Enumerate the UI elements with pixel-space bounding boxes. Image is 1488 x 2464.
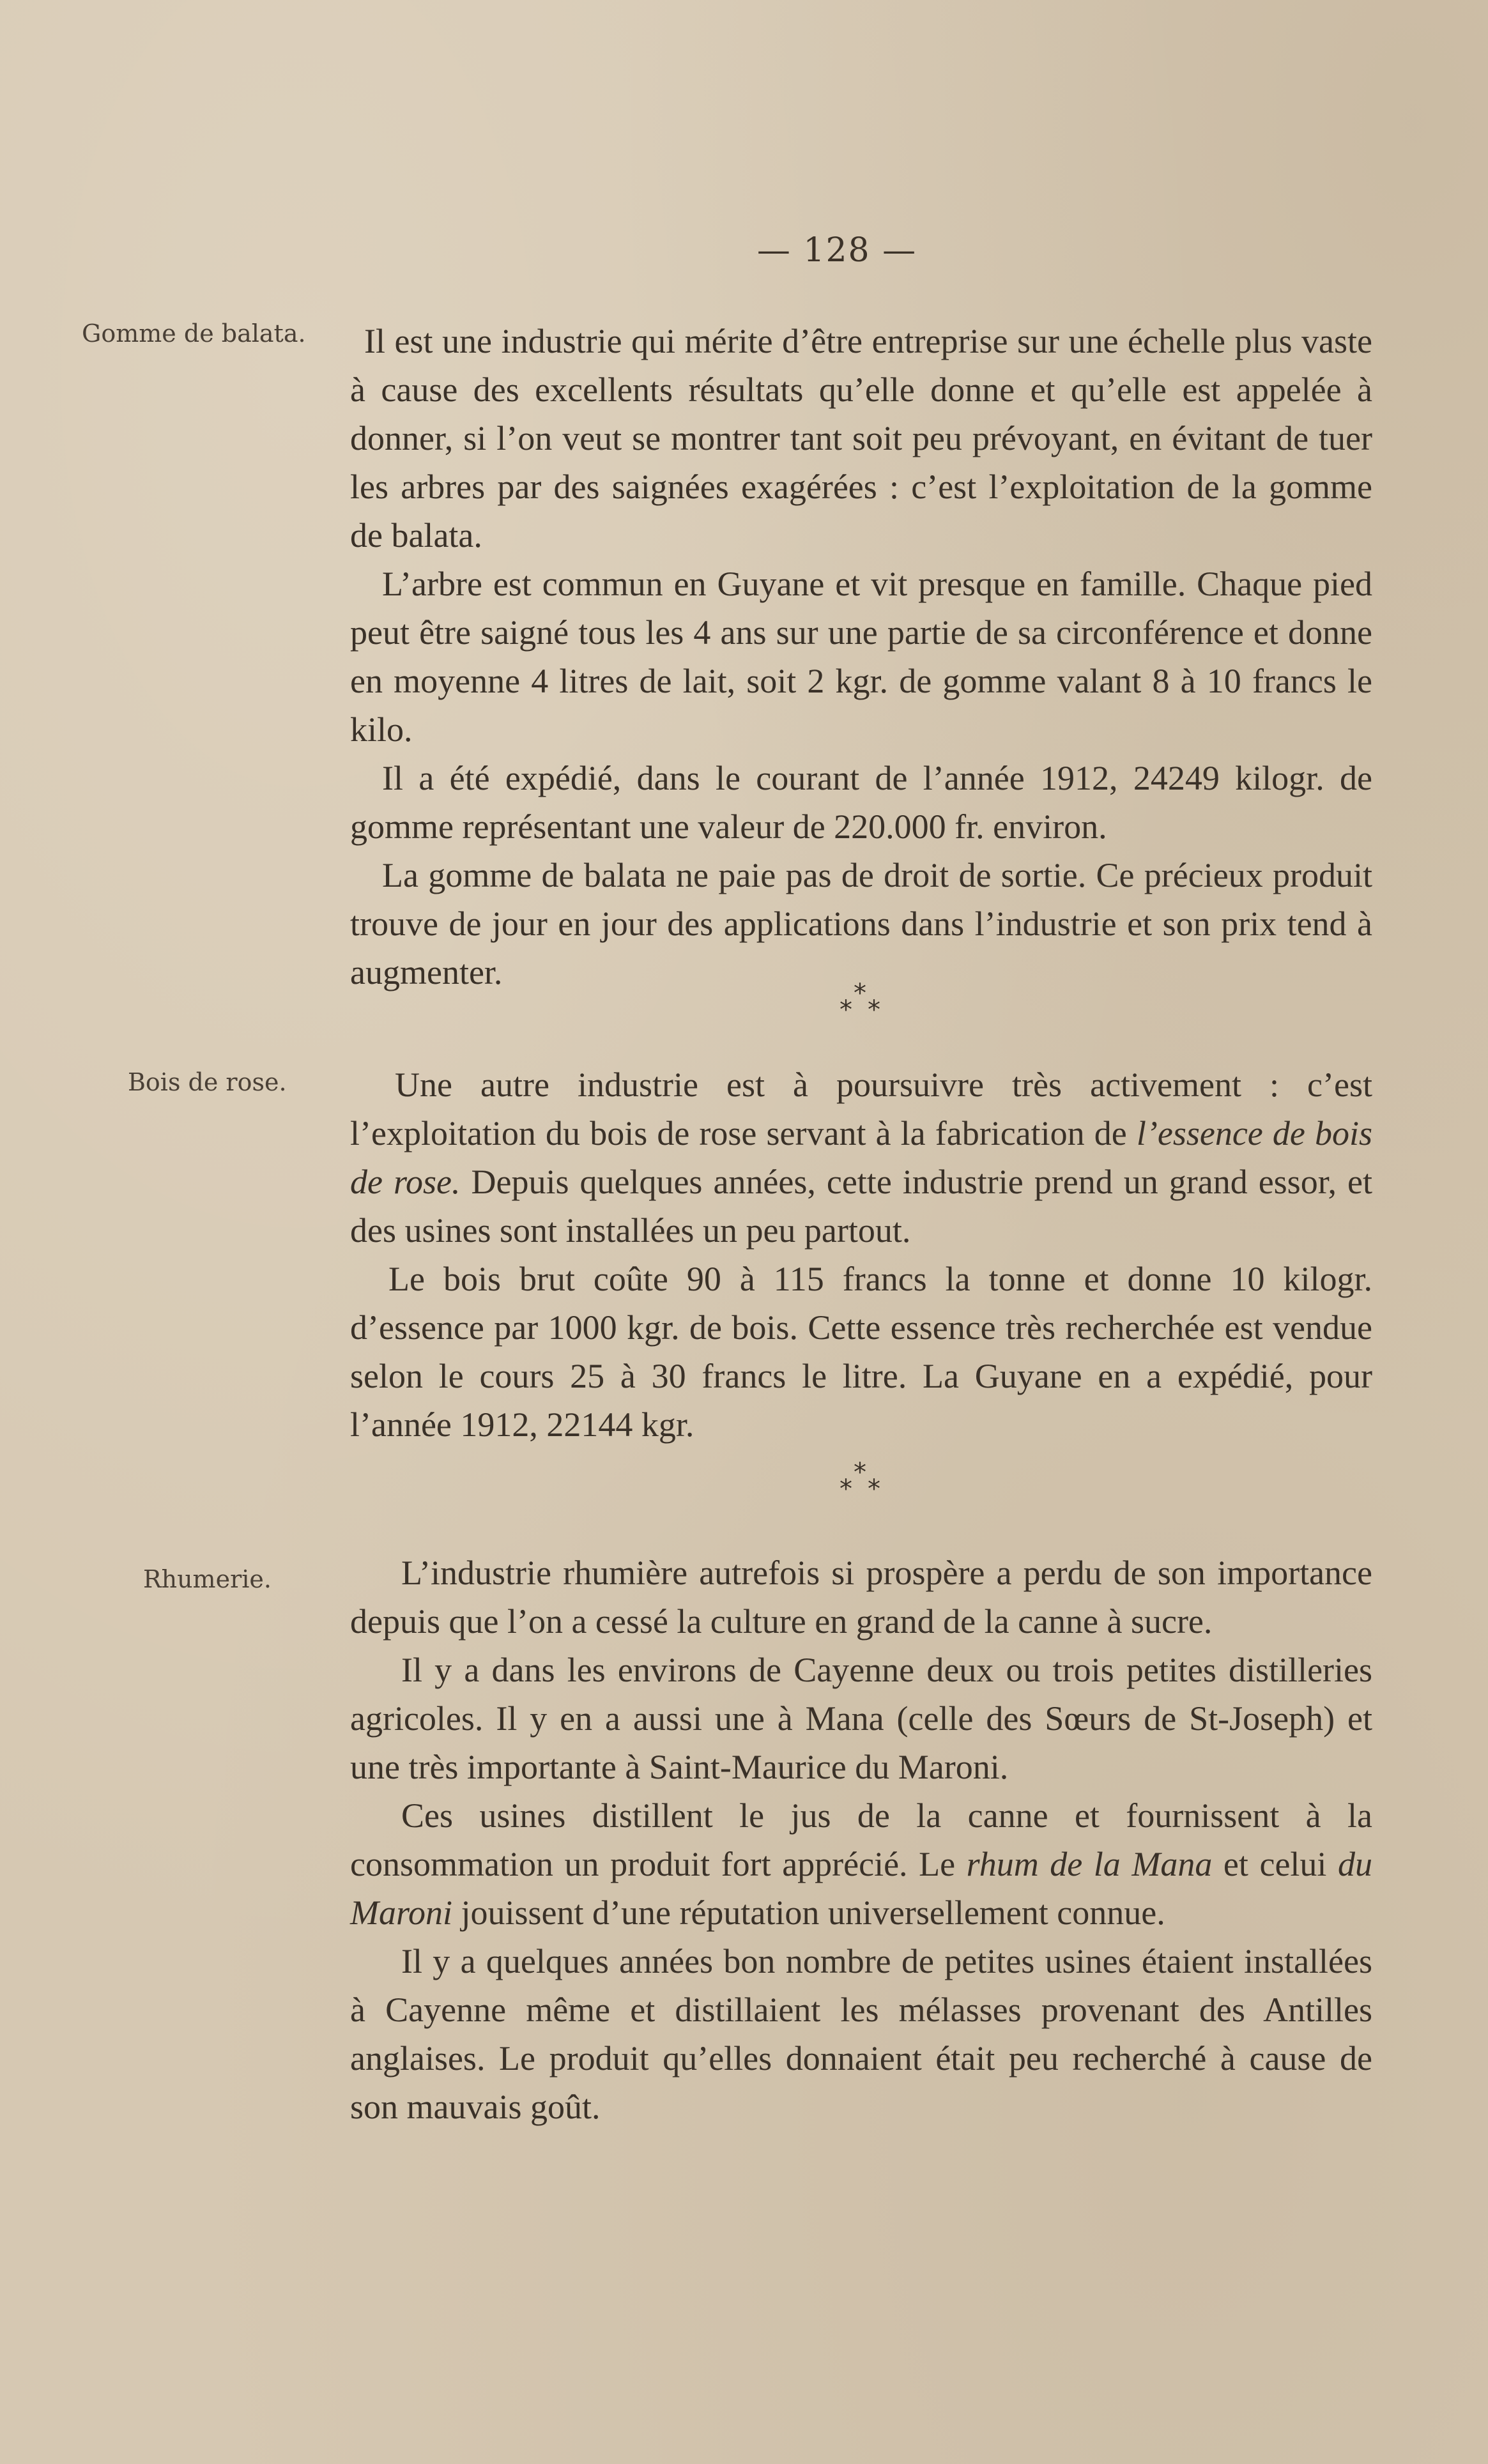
- asterisk: *: [868, 995, 880, 1025]
- paragraph: [350, 1791, 1372, 1937]
- margin-note-rhum: Rhumerie.: [143, 1565, 272, 1593]
- text-run: Depuis quelques années, cette industrie prend un grand essor, et des usines sont installées un peu partout.: [350, 1163, 1372, 1250]
- text-run: jouissent d’une réputation universellement connue.: [452, 1894, 1165, 1932]
- margin-note-balata: Gomme de balata.: [82, 319, 306, 348]
- paragraph: [350, 1060, 1372, 1255]
- asterism-divider: [831, 979, 894, 1030]
- asterism-divider: [831, 1458, 894, 1509]
- asterisk: *: [840, 995, 852, 1025]
- section-bois-de-rose: [350, 1060, 1372, 1449]
- text-run: Ces usines distillent le jus de la canne et fournissent à la consommation un produit fort apprécié. Le: [350, 1796, 1372, 1883]
- italic-text: l’essence de bois de rose.: [350, 1114, 1372, 1201]
- italic-text: rhum de la Mana: [966, 1845, 1213, 1883]
- paragraph: Il a été expédié, dans le courant de l’année 1912, 24249 kilogr. de gomme représentant une valeur de 220.000 fr. environ.: [350, 759, 1372, 846]
- paragraph: L’arbre est commun en Guyane et vit presque en famille. Chaque pied peut être saigné tous les 4 ans sur une partie de sa circonférence et donne en moyenne 4 litres de lait, soit 2 kgr. de gomme valant 8 à 10 francs le kilo.: [350, 565, 1372, 749]
- paragraph: L’industrie rhumière autrefois si prospère a perdu de son importance depuis que l’on a cessé la culture en grand de la canne à sucre.: [350, 1554, 1372, 1641]
- paragraph: Il est une industrie qui mérite d’être entreprise sur une échelle plus vaste à cause des excellents résultats qu’elle donne et qu’elle est appelée à donner, si l’on veut se montrer tant soit peu prévoyant, en évitant de tuer les arbres par des saignées exagérées : c’est l’exploitation de la gomme de balata.: [350, 322, 1372, 555]
- text-run: et celui: [1212, 1845, 1338, 1883]
- margin-note-rose: Bois de rose.: [128, 1068, 287, 1096]
- paragraph: Il y a quelques années bon nombre de petites usines étaient installées à Cayenne même et distillaient les mélasses provenant des Antilles anglaises. Le produit qu’elles donnaient était peu recherché à cause de son mauvais goût.: [350, 1942, 1372, 2126]
- section-balata: [350, 317, 1372, 997]
- page-number: — 128 —: [756, 231, 917, 270]
- asterisk: *: [854, 1458, 866, 1487]
- asterisk: *: [840, 1474, 852, 1504]
- asterisk: *: [854, 979, 866, 1008]
- italic-text: du Maroni: [350, 1845, 1372, 1932]
- paragraph: Le bois brut coûte 90 à 115 francs la tonne et donne 10 kilogr. d’essence par 1000 kgr. de bois. Cette essence très recherchée est vendue selon le cours 25 à 30 francs le litre. La Guyane en a expédié, pour l’année 1912, 22144 kgr.: [350, 1260, 1372, 1444]
- paragraph: La gomme de balata ne paie pas de droit de sortie. Ce précieux produit trouve de jour en jour des applications dans l’industrie et son prix tend à augmenter.: [350, 856, 1372, 991]
- section-rhumerie: [350, 1549, 1372, 2131]
- asterisk: *: [868, 1474, 880, 1504]
- paragraph: Il y a dans les environs de Cayenne deux ou trois petites distilleries agricoles. Il y en a aussi une à Mana (celle des Sœurs de St-Joseph) et une très importante à Saint-Maurice du Maroni.: [350, 1651, 1372, 1786]
- text-run: Une autre industrie est à poursuivre très activement : c’est l’exploitation du bois de rose servant à la fabrication de: [350, 1066, 1372, 1152]
